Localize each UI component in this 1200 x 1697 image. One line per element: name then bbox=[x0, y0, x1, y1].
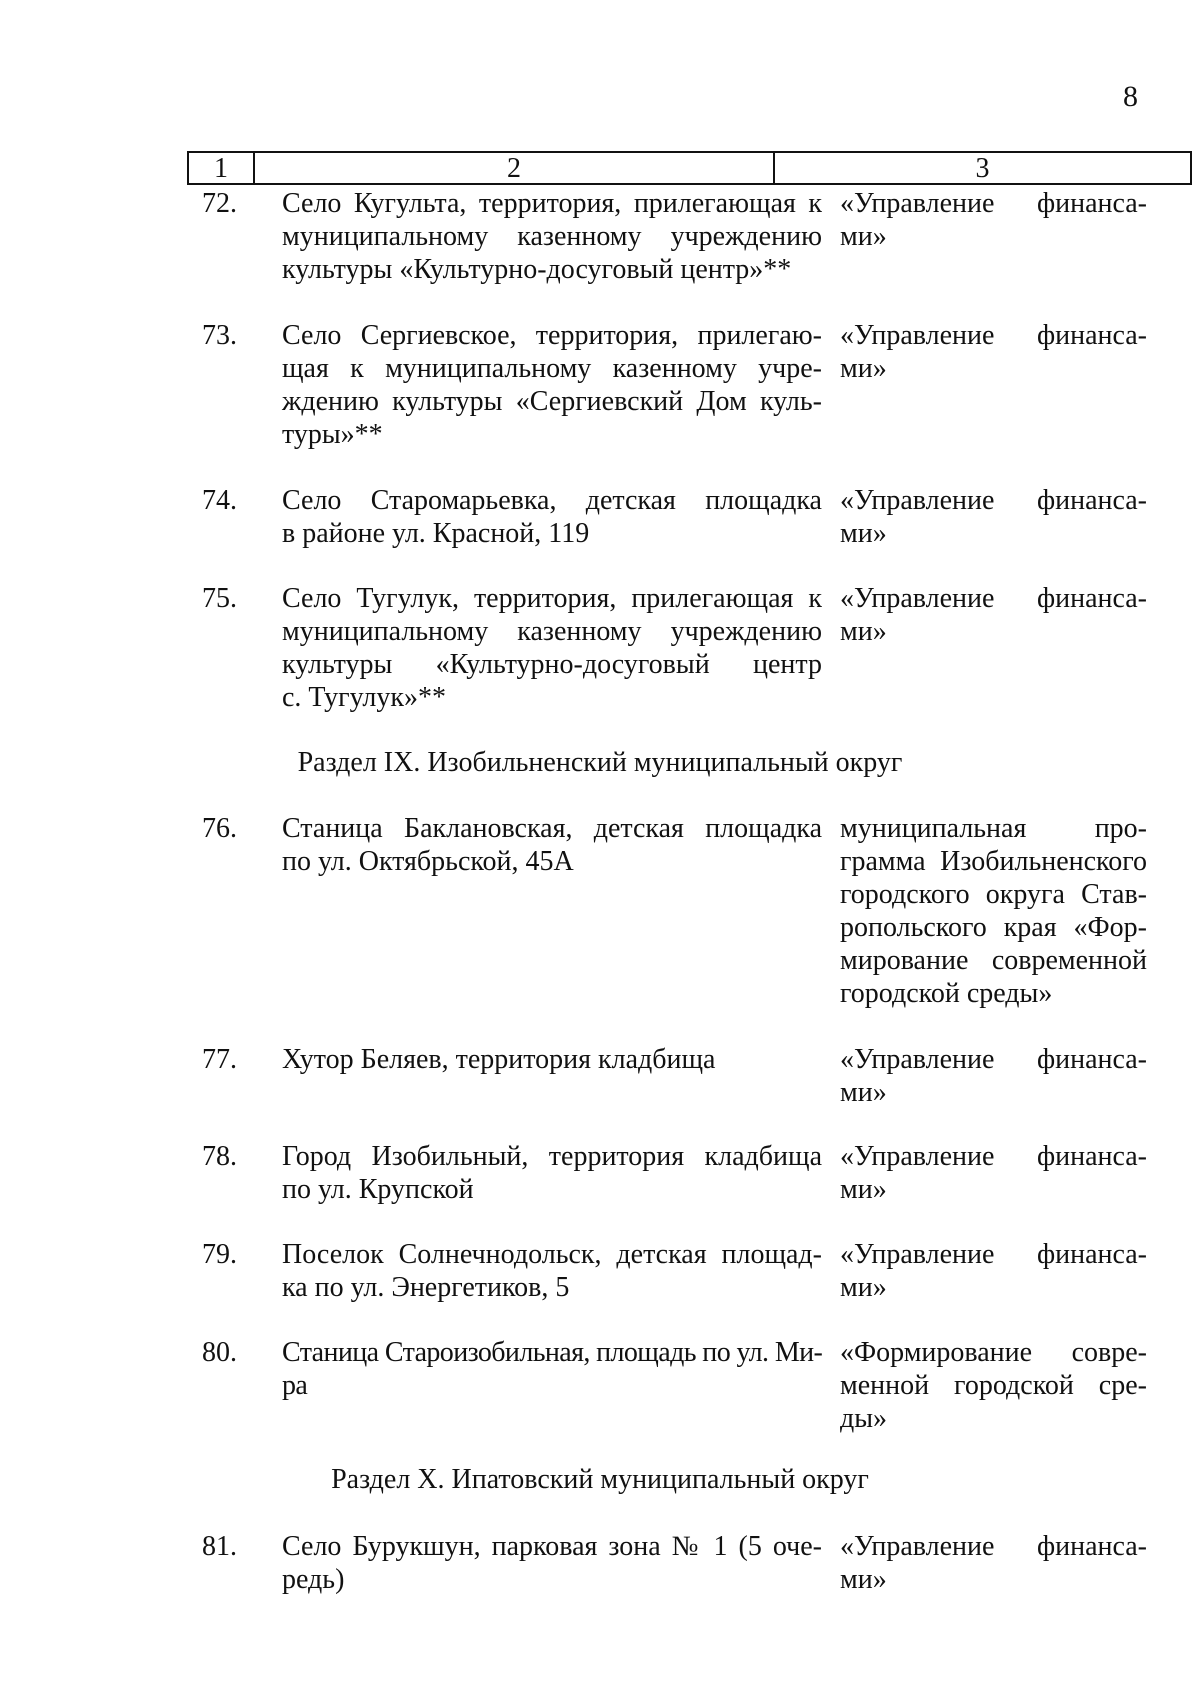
row-number: 80. bbox=[202, 1337, 237, 1368]
row-number: 75. bbox=[202, 583, 237, 614]
row-description: Станица Баклановская, детская площадка по ул. Октябрьской, 45А bbox=[282, 813, 822, 877]
row-number: 73. bbox=[202, 320, 237, 351]
row-funding-source: «Формирование совре- менной городской сре- ды» bbox=[840, 1337, 1147, 1434]
row-description: Станица Староизобильная, площадь по ул. Ми- ра bbox=[282, 1337, 823, 1401]
row-number: 74. bbox=[202, 485, 237, 516]
row-description: Город Изобильный, территория кладбища по ул. Крупской bbox=[282, 1141, 822, 1205]
row-funding-source: муниципальная про- грамма Изобильненского городского округа Став- ропольского края «Фор- мирование современной городской среды» bbox=[840, 813, 1147, 1009]
row-funding-source: «Управление финанса- ми» bbox=[840, 188, 1147, 252]
row-number: 78. bbox=[202, 1141, 237, 1172]
row-number: 81. bbox=[202, 1531, 237, 1562]
row-description: Поселок Солнечнодольск, детская площад- ка по ул. Энергетиков, 5 bbox=[282, 1239, 822, 1303]
row-description: Село Кугульта, территория, прилегающая к муниципальному казенному учреждению культуры «Культурно-досуговый центр»** bbox=[282, 188, 822, 285]
table-header bbox=[187, 151, 1192, 185]
row-funding-source: «Управление финанса- ми» bbox=[840, 1044, 1147, 1108]
row-funding-source: «Управление финанса- ми» bbox=[840, 1239, 1147, 1303]
row-description: Село Старомарьевка, детская площадка в районе ул. Красной, 119 bbox=[282, 485, 822, 549]
header-col-1: 1 bbox=[214, 153, 228, 184]
row-description: Хутор Беляев, территория кладбища bbox=[282, 1044, 716, 1075]
row-funding-source: «Управление финанса- ми» bbox=[840, 1531, 1147, 1595]
section-heading: Раздел IX. Изобильненский муниципальный округ bbox=[297, 747, 903, 778]
row-description: Село Сергиевское, территория, прилегаю- щая к муниципальному казенному учре- ждению культуры «Сергиевский Дом куль- туры»** bbox=[282, 320, 822, 450]
row-number: 79. bbox=[202, 1239, 237, 1270]
row-funding-source: «Управление финанса- ми» bbox=[840, 485, 1147, 549]
row-funding-source: «Управление финанса- ми» bbox=[840, 583, 1147, 647]
row-funding-source: «Управление финанса- ми» bbox=[840, 1141, 1147, 1205]
row-description: Село Тугулук, территория, прилегающая к муниципальному казенному учреждению культуры «Культурно-досуговый центр с. Тугулук»** bbox=[282, 583, 822, 713]
row-funding-source: «Управление финанса- ми» bbox=[840, 320, 1147, 384]
row-number: 72. bbox=[202, 188, 237, 219]
row-number: 76. bbox=[202, 813, 237, 844]
header-col-2: 2 bbox=[507, 153, 521, 184]
section-heading: Раздел X. Ипатовский муниципальный округ bbox=[331, 1464, 869, 1495]
page-number: 8 bbox=[1123, 80, 1138, 113]
row-description: Село Бурукшун, парковая зона № 1 (5 оче- редь) bbox=[282, 1531, 822, 1595]
row-number: 77. bbox=[202, 1044, 237, 1075]
header-col-3: 3 bbox=[975, 153, 990, 184]
